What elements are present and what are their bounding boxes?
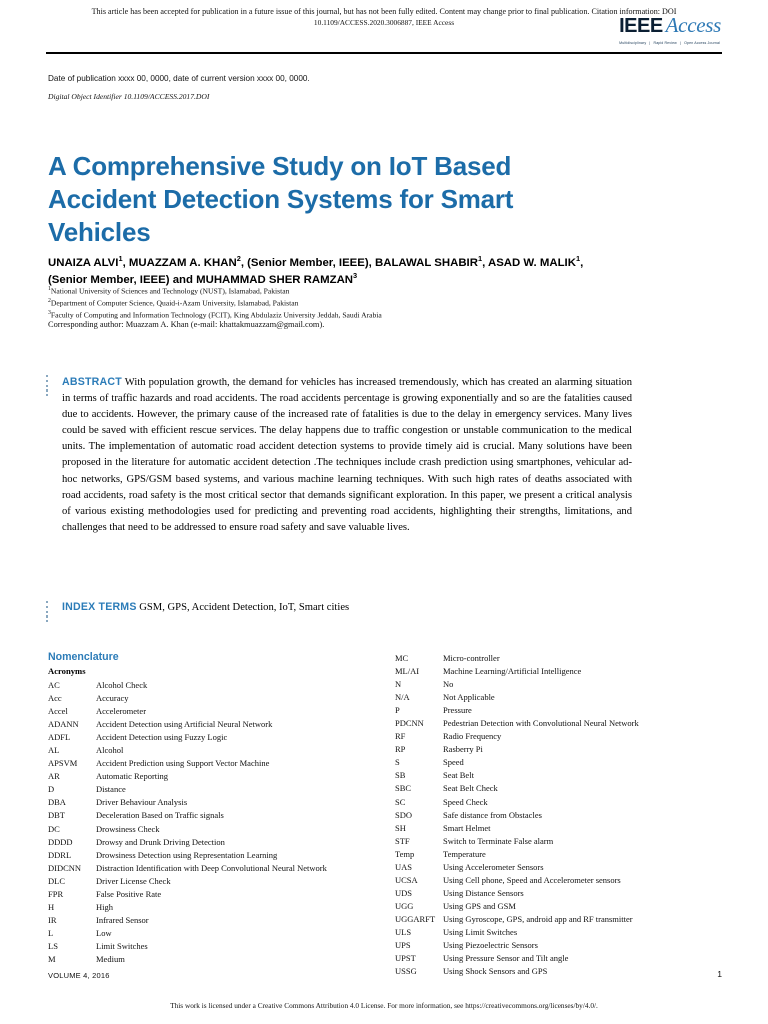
nomenclature-definition: Using Gyroscope, GPS, android app and RF transmitter xyxy=(443,913,633,924)
nomenclature-row xyxy=(48,823,378,836)
nomenclature-acronym: UPST xyxy=(395,953,416,964)
nomenclature-acronym: ADANN xyxy=(48,719,79,730)
nomenclature-row xyxy=(395,809,735,822)
nomenclature-acronym: DIDCNN xyxy=(48,862,82,873)
ieee-access-logo-wordmark xyxy=(601,13,721,38)
author-affiliation-marker: 3 xyxy=(353,270,358,280)
nomenclature-row xyxy=(395,848,735,861)
nomenclature-row xyxy=(48,679,378,692)
page-title: A Comprehensive Study on IoT Based Accident Detection Systems for Smart Vehicles xyxy=(48,151,514,247)
nomenclature-row xyxy=(48,692,378,705)
nomenclature-definition: Speed Check xyxy=(443,796,488,807)
nomenclature-definition: Low xyxy=(96,927,112,938)
tagline-separator-1: | xyxy=(649,41,651,45)
nomenclature-row xyxy=(395,965,735,978)
affiliation-list xyxy=(48,285,628,321)
nomenclature-definition: Drowsiness Check xyxy=(96,823,160,834)
nomenclature-acronym: FPR xyxy=(48,888,64,899)
nomenclature-acronym: SDO xyxy=(395,809,413,820)
nomenclature-row xyxy=(395,874,735,887)
nomenclature-acronym: DDDD xyxy=(48,836,73,847)
nomenclature-acronym: ADFL xyxy=(48,732,71,743)
index-terms-paragraph xyxy=(62,600,632,616)
nomenclature-row xyxy=(395,743,735,756)
nomenclature-acronym: RP xyxy=(395,744,406,755)
nomenclature-definition: Alcohol Check xyxy=(96,680,148,690)
nomenclature-acronym: APSVM xyxy=(48,758,78,769)
nomenclature-definition: Pedestrian Detection with Convolutional Neural Network xyxy=(443,718,639,729)
nomenclature-row xyxy=(395,665,735,678)
author-affiliation-marker: 1 xyxy=(575,254,581,263)
affiliation-1-text: National University of Sciences and Technology (NUST), Islamabad, Pakistan xyxy=(50,286,290,296)
nomenclature-acronym: S xyxy=(395,757,400,768)
tagline-open-access: Open Access Journal xyxy=(684,41,720,45)
nomenclature-definition: Infrared Sensor xyxy=(96,914,149,925)
nomenclature-acronym: IR xyxy=(48,914,57,925)
nomenclature-definition: False Positive Rate xyxy=(96,888,162,899)
nomenclature-row xyxy=(395,730,735,743)
tagline-multidisciplinary: Multidisciplinary xyxy=(619,41,647,45)
nomenclature-definition: Using Accelerometer Sensors xyxy=(443,861,544,872)
nomenclature-acronym: UDS xyxy=(395,887,413,898)
nomenclature-row xyxy=(48,731,378,744)
nomenclature-row xyxy=(395,952,735,965)
nomenclature-row xyxy=(395,887,735,900)
affiliation-2-text: Department of Computer Science, Quaid-i-Azam University, Islamabad, Pakistan xyxy=(50,298,299,308)
nomenclature-definition: Seat Belt xyxy=(443,770,474,781)
nomenclature-acronym: USSG xyxy=(395,966,417,977)
nomenclature-row xyxy=(48,718,378,731)
header-divider-rule xyxy=(46,52,722,54)
nomenclature-row xyxy=(395,900,735,913)
nomenclature-definition: Accelerometer xyxy=(96,706,147,717)
nomenclature-row xyxy=(395,717,735,730)
nomenclature-acronym: P xyxy=(395,705,400,716)
nomenclature-definition: Speed xyxy=(443,757,464,768)
nomenclature-acronym: ML/AI xyxy=(395,666,420,677)
nomenclature-acronym: RF xyxy=(395,731,406,742)
nomenclature-definition: Rasberry Pi xyxy=(443,744,483,755)
nomenclature-acronym: DC xyxy=(48,823,60,834)
ieee-access-logo-tagline xyxy=(601,41,721,45)
abstract-dotted-ornament-icon xyxy=(46,375,49,395)
nomenclature-definition: Distraction Identification with Deep Convolutional Neural Network xyxy=(96,862,327,873)
nomenclature-row xyxy=(48,757,378,770)
nomenclature-row xyxy=(48,901,378,914)
nomenclature-definition: Switch to Terminate False alarm xyxy=(443,835,554,846)
nomenclature-definition: Alcohol xyxy=(96,745,124,756)
nomenclature-row xyxy=(48,770,378,783)
nomenclature-definition: Using Pressure Sensor and Tilt angle xyxy=(443,953,569,964)
nomenclature-row xyxy=(395,756,735,769)
nomenclature-column-left xyxy=(48,679,378,966)
nomenclature-acronym: DBT xyxy=(48,810,65,821)
nomenclature-row xyxy=(48,849,378,862)
nomenclature-acronym: D xyxy=(48,784,55,795)
index-terms-section xyxy=(48,600,632,616)
nomenclature-acronym: UPS xyxy=(395,940,411,951)
nomenclature-acronym: UCSA xyxy=(395,874,418,885)
nomenclature-row xyxy=(48,940,378,953)
affiliation-3-text: Faculty of Computing and Information Technology (FCIT), King Abdulaziz University Jeddah, Saudi Arabia xyxy=(50,310,382,320)
nomenclature-definition: Using Limit Switches xyxy=(443,926,518,937)
nomenclature-definition: Micro-controller xyxy=(443,653,500,663)
nomenclature-definition: Radio Frequency xyxy=(443,731,502,742)
nomenclature-acronym: M xyxy=(48,953,56,964)
nomenclature-definition: Using GPS and GSM xyxy=(443,900,516,911)
nomenclature-acronym: DBA xyxy=(48,797,66,808)
acceptance-banner-line-1: This article has been accepted for publication in a future issue of this journal, but has not been fully edited. Content may change prior to final publication. Citation information: DOI xyxy=(91,7,677,16)
nomenclature-row xyxy=(48,914,378,927)
nomenclature-acronym: L xyxy=(48,927,54,938)
abstract-body: With population growth, the demand for vehicles has increased tremendously, which has created an alarming situation in terms of traffic hazards and road accidents. The road accidents percentage is growing exponentially and so are the fatalities caused due to accidents. However, the primary cause of the increased rate of fatalities is due to the delay in emergency services. Many lives could be saved with efficient rescue services. The delay happens due to traffic congestion or unstable communication to the medical units. The implementation of automatic road accident detection systems to provide timely aid is crucial. Many solutions have been proposed in the literature for automatic accident detection .The techniques include crash prediction using smartphones, vehicular ad-hoc networks, GPS/GSM based systems, and various machine learning techniques. With such high rates of deaths associated with road accidents, road safety is the most critical sector that demands significant exploration. In this paper, we present a critical analysis of various existing methodologies used for predicting and preventing road accidents, highlighting their strengths, limitations, and challenges that need to be addressed to ensure road safety and save valuable lives. xyxy=(62,377,632,533)
nomenclature-acronym: LS xyxy=(48,940,58,951)
acceptance-banner-doi: 10.1109/ACCESS.2020.3006887, IEEE Access xyxy=(313,17,455,27)
nomenclature-definition: Deceleration Based on Traffic signals xyxy=(96,810,224,821)
index-terms-label: INDEX TERMS xyxy=(62,601,137,613)
nomenclature-definition: Accident Prediction using Support Vector Machine xyxy=(96,758,270,769)
nomenclature-acronym: DDRL xyxy=(48,849,72,860)
author-affiliation-marker: 1 xyxy=(118,254,123,263)
nomenclature-row xyxy=(395,782,735,795)
nomenclature-acronym: ULS xyxy=(395,926,412,937)
nomenclature-definition: Not Applicable xyxy=(443,692,495,703)
nomenclature-definition: Safe distance from Obstacles xyxy=(443,809,542,820)
nomenclature-acronym: PDCNN xyxy=(395,718,424,729)
nomenclature-acronym: UGG xyxy=(395,900,414,911)
ieee-access-logo xyxy=(601,13,721,45)
nomenclature-acronym: H xyxy=(48,901,55,912)
nomenclature-row xyxy=(48,705,378,718)
tagline-rapid-review: Rapid Review xyxy=(653,41,677,45)
nomenclature-definition: Accuracy xyxy=(96,693,129,704)
nomenclature-acronym: SC xyxy=(395,796,406,807)
nomenclature-row xyxy=(395,796,735,809)
nomenclature-acronym: UAS xyxy=(395,861,413,872)
nomenclature-row xyxy=(48,862,378,875)
footer-license-text: This work is licensed under a Creative Commons Attribution 4.0 License. For more information, see https://creativecommons.org/licenses/by/4.0/. xyxy=(170,1001,598,1010)
nomenclature-row xyxy=(48,927,378,940)
nomenclature-acronym: STF xyxy=(395,835,410,846)
nomenclature-definition: Smart Helmet xyxy=(443,822,491,833)
nomenclature-definition: Drowsy and Drunk Driving Detection xyxy=(96,836,225,847)
nomenclature-definition: Automatic Reporting xyxy=(96,771,169,782)
footer-volume: VOLUME 4, 2016 xyxy=(48,971,110,980)
nomenclature-heading: Nomenclature xyxy=(48,651,119,663)
corresponding-author: Corresponding author: Muazzam A. Khan (e-mail: khattakmuazzam@gmail.com). xyxy=(48,320,325,329)
nomenclature-acronym: Temp xyxy=(395,848,415,859)
nomenclature-row xyxy=(48,888,378,901)
nomenclature-definition: Machine Learning/Artificial Intelligence xyxy=(443,666,582,677)
nomenclature-acronym: SH xyxy=(395,822,406,833)
affiliation-2: $^2$Department of Computer Science, Quaid-i-Azam University, Islamabad, Pakistan xyxy=(48,298,299,308)
index-terms-body: GSM, GPS, Accident Detection, IoT, Smart cities xyxy=(139,602,350,613)
nomenclature-definition: Distance xyxy=(96,784,126,795)
nomenclature-acronym: AL xyxy=(48,745,60,756)
nomenclature-definition: Medium xyxy=(96,953,125,964)
publication-date: Date of publication xxxx 00, 0000, date of current version xxxx 00, 0000. xyxy=(48,74,310,83)
nomenclature-acronym: Accel xyxy=(48,706,68,717)
nomenclature-row xyxy=(395,691,735,704)
nomenclature-definition: Driver License Check xyxy=(96,875,171,886)
nomenclature-row xyxy=(48,744,378,757)
nomenclature-row xyxy=(395,913,735,926)
nomenclature-acronym: N xyxy=(395,679,402,690)
affiliation-1: $^1$National University of Sciences and Technology (NUST), Islamabad, Pakistan xyxy=(48,286,290,296)
nomenclature-definition: Using Piezoelectric Sensors xyxy=(443,940,538,951)
author-affiliation-marker: 2 xyxy=(236,254,241,263)
nomenclature-definition: High xyxy=(96,901,113,912)
nomenclature-definition: Drowsiness Detection using Representation Learning xyxy=(96,849,278,860)
abstract-section xyxy=(48,374,632,536)
nomenclature-definition: Accident Detection using Fuzzy Logic xyxy=(96,732,228,743)
nomenclature-row xyxy=(395,861,735,874)
author-affiliation-marker: 1 xyxy=(477,254,483,263)
nomenclature-acronym: AC xyxy=(48,680,60,690)
nomenclature-definition: No xyxy=(443,679,454,690)
ieee-logo-text: IEEE xyxy=(619,15,663,37)
nomenclature-row xyxy=(48,796,378,809)
abstract-label: ABSTRACT xyxy=(62,376,122,388)
nomenclature-row xyxy=(395,835,735,848)
nomenclature-row xyxy=(395,704,735,717)
nomenclature-definition: Temperature xyxy=(443,848,486,859)
nomenclature-definition: Driver Behaviour Analysis xyxy=(96,797,188,808)
nomenclature-definition: Limit Switches xyxy=(96,940,148,951)
nomenclature-row xyxy=(48,783,378,796)
nomenclature-acronym: SB xyxy=(395,770,406,781)
nomenclature-row xyxy=(48,809,378,822)
abstract-paragraph xyxy=(62,374,632,536)
nomenclature-acronym: Acc xyxy=(48,693,62,704)
nomenclature-definition: Using Shock Sensors and GPS xyxy=(443,966,548,977)
nomenclature-row xyxy=(395,652,735,665)
nomenclature-definition: Using Distance Sensors xyxy=(443,887,524,898)
affiliation-3: $^3$Faculty of Computing and Information Technology (FCIT), King Abdulaziz University Jeddah, Saudi Arabia xyxy=(48,310,382,320)
nomenclature-row xyxy=(395,678,735,691)
acronyms-subheading: Acronyms xyxy=(48,666,86,676)
tagline-separator-2: | xyxy=(679,41,682,45)
nomenclature-acronym: MC xyxy=(395,653,409,663)
nomenclature-acronym: N/A xyxy=(395,692,410,703)
nomenclature-row xyxy=(48,953,378,966)
nomenclature-row xyxy=(48,836,378,849)
nomenclature-row xyxy=(395,939,735,952)
nomenclature-row xyxy=(395,769,735,782)
nomenclature-definition: Pressure xyxy=(443,705,472,716)
nomenclature-row xyxy=(395,926,735,939)
nomenclature-acronym: UGGARFT xyxy=(395,913,436,924)
index-terms-dotted-ornament-icon xyxy=(46,601,49,621)
digital-object-identifier: Digital Object Identifier 10.1109/ACCESS.2017.DOI xyxy=(48,92,210,101)
nomenclature-row xyxy=(395,822,735,835)
footer-page-number: 1 xyxy=(717,969,722,979)
nomenclature-row xyxy=(48,875,378,888)
author-list: UNAIZA ALVI$^1$, MUAZZAM A. KHAN$^2$, (Senior Member, IEEE), BALAWAL SHABIR$^1$, ASAD W. MALIK$^1$, (Senior Member, IEEE) and MUHAMMAD SHER RAMZAN$^3$ xyxy=(48,254,584,286)
nomenclature-column-right xyxy=(395,652,735,978)
nomenclature-definition: Seat Belt Check xyxy=(443,783,498,794)
nomenclature-definition: Accident Detection using Artificial Neural Network xyxy=(96,719,273,730)
nomenclature-acronym: SBC xyxy=(395,783,412,794)
access-logo-text: Access xyxy=(665,13,721,37)
nomenclature-acronym: DLC xyxy=(48,875,65,886)
nomenclature-acronym: AR xyxy=(48,771,60,782)
nomenclature-definition: Using Cell phone, Speed and Accelerometer sensors xyxy=(443,874,621,885)
